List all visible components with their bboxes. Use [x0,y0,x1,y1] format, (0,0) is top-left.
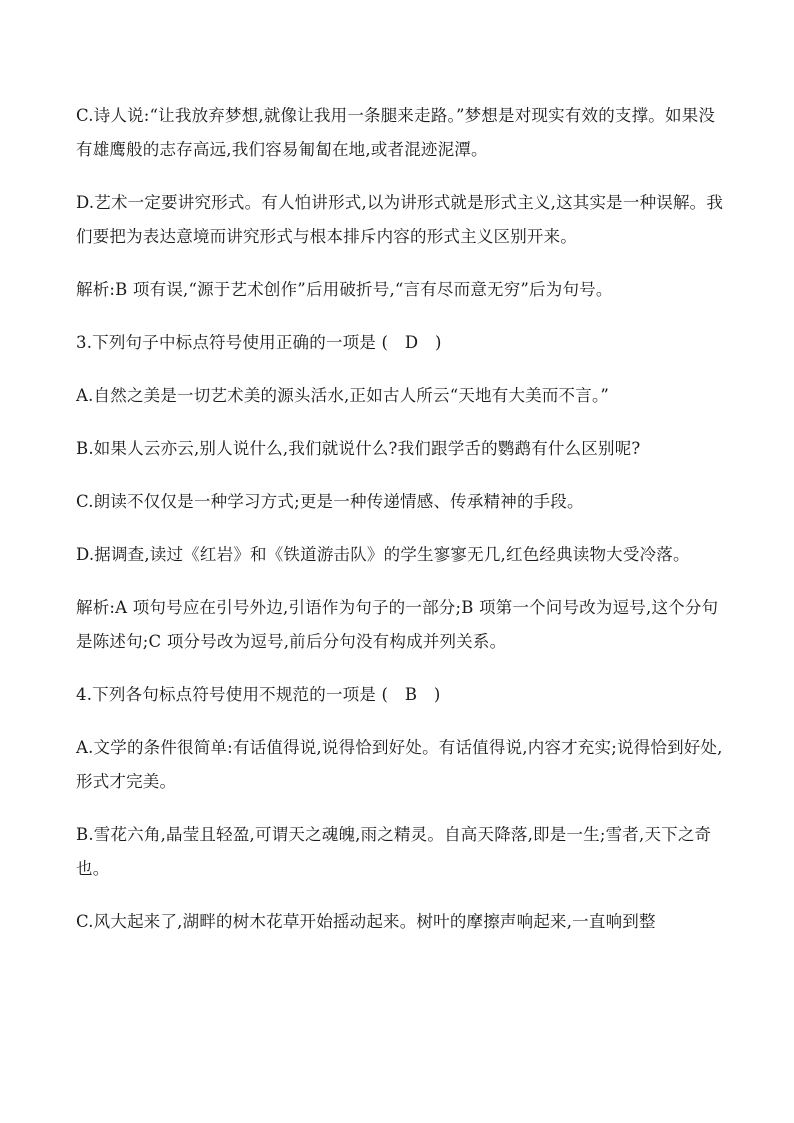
q4-option-a: A.文学的条件很简单:有话值得说,说得恰到好处。有话值得说,内容才充实;说得恰到好处,形式才完美。 [76,738,723,791]
q3-option-c: C.朗读不仅仅是一种学习方式;更是一种传递情感、传承精神的手段。 [76,492,584,511]
q3-option-d: D.据调查,读过《红岩》和《铁道游击队》的学生寥寥无几,红色经典读物大受冷落。 [76,545,690,564]
q4-option-b: B.雪花六角,晶莹且轻盈,可谓天之魂魄,雨之精灵。自高天降落,即是一生;雪者,天下之奇也。 [76,825,712,878]
analysis-q2: 解析:B 项有误,“源于艺术创作”后用破折号,“言有尽而意无穷”后为句号。 [76,280,613,299]
option-c-paragraph: C.诗人说:“让我放弃梦想,就像让我用一条腿来走路。”梦想是对现实有效的支撑。如果没有雄鹰般的志存高远,我们容易匍匐在地,或者混迹泥潭。 [76,106,716,159]
question-4-stem: 4.下列各句标点符号使用不规范的一项是 ( B ) [76,685,441,704]
document-page [76,99,728,958]
q4-option-c: C.风大起来了,湖畔的树木花草开始摇动起来。树叶的摩擦声响起来,一直响到整 [76,912,656,931]
option-d-paragraph: D.艺术一定要讲究形式。有人怕讲形式,以为讲形式就是形式主义,这其实是一种误解。我们要把为表达意境而讲究形式与根本排斥内容的形式主义区别开来。 [76,193,724,246]
question-3-stem: 3.下列句子中标点符号使用正确的一项是 ( D ) [76,333,442,352]
analysis-q3: 解析:A 项句号应在引号外边,引语作为句子的一部分;B 项第一个问号改为逗号,这个分句是陈述句;C 项分号改为逗号,前后分句没有构成并列关系。 [76,598,719,651]
q3-option-b: B.如果人云亦云,别人说什么,我们就说什么?我们跟学舌的鹦鹉有什么区别呢? [76,439,641,458]
q3-option-a: A.自然之美是一切艺术美的源头活水,正如古人所云“天地有大美而不言。” [76,386,610,405]
